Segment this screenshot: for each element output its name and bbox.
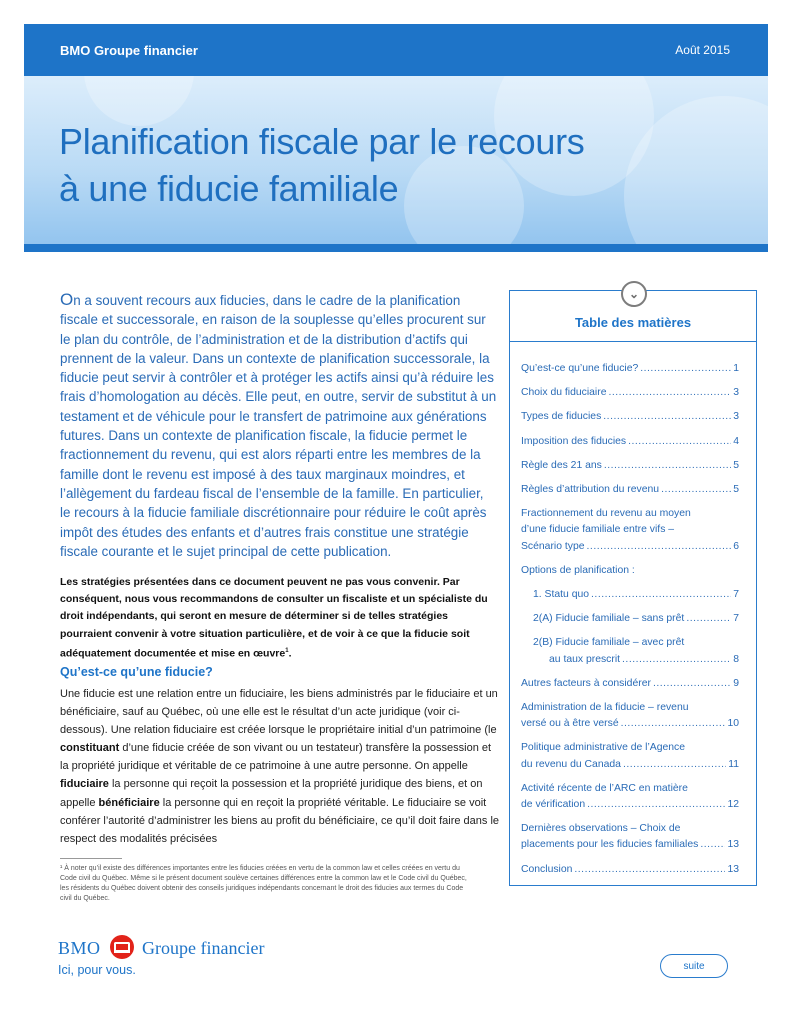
toc-leader-dots [591,587,731,603]
toc-item[interactable] [521,740,739,772]
toc-item-line [533,652,739,668]
toc-item-page: 4 [733,435,739,447]
toc-item-line [521,757,739,773]
toc-item-line [521,539,739,555]
toc-leader-dots [700,837,725,853]
toc-item-page: 13 [727,863,739,875]
intro-text: n a souvent recours aux fiducies, dans le cadre de la planification fiscale et successorale, en raison de la souplesse qu’elles procurent sur le plan du contrôle, de l’administration et de la distribution d’actifs qui prennent de la valeur. Dans un contexte de planification successorale, la fiducie peut servir à contrôler et à protéger les actifs ainsi qu’à réduire les frais d’homologation au décès. Elle peut, en outre, servir de substitut à un testament et de véhicule pour le transfert de patrimoine aux générations futures. Dans un contexte de planification fiscale, la fiducie permet le fractionnement du revenu, qui est alors réparti entre les membres de la famille dont le revenu est imposé à des taux marginaux moindres, et l’allègement du fardeau fiscal de l’ensemble de la famille. En particulier, le recours à la fiducie familiale discrétionnaire pour réduire le coût après impôt des études des enfants et d’autres frais constitue une stratégie fiscale courante et le sujet principal de cette publication. [60,293,497,559]
toc-item-page: 9 [733,677,739,689]
toc-leader-dots [587,539,732,555]
term-fiduciaire: fiduciaire [60,778,109,791]
toc-item-page: 5 [733,459,739,471]
toc-item-text: Administration de la fiducie – revenu [521,702,689,714]
toc-item[interactable] [521,635,739,667]
toc-item-line [533,587,739,603]
toc-item-page: 3 [733,387,739,399]
toc-item-label: Scénario type [521,540,585,552]
toc-item[interactable] [521,409,739,425]
page-title-line1: Planification fiscale par le recours [59,121,585,162]
toc-title: Table des matières [574,315,692,330]
chevron-down-icon: ⌄ [621,281,647,307]
toc-item-label: 2(A) Fiducie familiale – sans prêt [533,613,685,625]
toc-leader-dots [604,458,731,474]
toc-item-page: 7 [733,589,739,601]
toc-leader-dots [653,676,731,692]
toc-leader-dots [661,482,731,498]
toc-item-page: 7 [733,613,739,625]
toc-item-label: versé ou à être versé [521,718,619,730]
toc-item-label: Conclusion [521,863,573,875]
term-constituant: constituant [60,742,120,755]
page-title [59,118,584,212]
toc-item[interactable] [521,482,739,498]
toc-item-label: Règles d’attribution du revenu [521,484,660,496]
toc-item-label: Qu’est-ce qu’une fiducie? [521,363,639,374]
hero-banner [24,76,768,252]
toc-list [521,361,739,886]
toc-leader-dots [587,797,725,813]
toc-item-line [521,458,739,474]
toc-item-page: 1 [733,363,739,374]
body-text-part: la personne qui en reçoit la propriété véritable. Le fiduciaire se voit conférer l’autorité d’administrer les biens au profit du bénéficiaire, ce qu’il doit faire dans le respect des modalités précisées [60,796,500,845]
toc-item-line [521,434,739,450]
toc-subheading: Options de planification : [521,564,635,576]
disclaimer-text: Les stratégies présentées dans ce document peuvent ne pas vous convenir. Par conséquent, nous vous recommandons de consulter un fiscaliste et un spécialiste du droit indépendants, qui seront en mesure de déterminer si de telles stratégies pourraient convenir à votre situation particulière, et de voir à ce que la fiducie soit adéquatement documentée et mise en œuvre [60,576,488,660]
toc-divider [510,341,756,342]
toc-item-page: 8 [733,653,739,665]
header-date: Août 2015 [675,43,730,57]
toc-item [521,563,739,579]
toc-item-label: Autres facteurs à considérer [521,677,651,689]
toc-item-text: Fractionnement du revenu au moyen [521,508,691,520]
next-page-button[interactable]: suite [660,954,728,978]
toc-item-text: Activité récente de l’ARC en matière [521,782,688,794]
toc-item-label: de vérification [521,799,586,811]
toc-item-line [521,862,739,878]
toc-leader-dots [640,361,731,377]
header-bar [24,24,768,76]
table-of-contents [509,287,757,886]
toc-leader-dots [623,757,726,773]
toc-item-line [521,676,739,692]
toc-item-label: 1. Statu quo [533,589,590,601]
body-text-part: la personne qui reçoit la possession et la propriété juridique des biens, et on appelle [60,778,483,809]
toc-item-page: 3 [733,411,739,423]
toc-item-line [521,361,739,377]
toc-item-text: 2(B) Fiducie familiale – avec prêt [533,637,685,649]
body-text-part: d’une fiducie créée de son vivant ou un testateur) transfère la possession et la propriété juridique et véritable de ce patrimoine à une autre personne. On appelle [60,742,492,773]
toc-leader-dots [622,652,731,668]
toc-item[interactable] [521,781,739,813]
toc-item-label: placements pour les fiducies familiales [521,839,699,851]
toc-item-page: 13 [727,839,739,851]
footnote-divider [60,858,122,859]
toc-item-line [533,611,739,627]
toc-item[interactable] [521,821,739,853]
toc-item-page: 10 [727,718,739,730]
toc-item-line [521,797,739,813]
page-title-line2: à une fiducie familiale [59,168,399,209]
section-heading: Qu’est-ce qu’une fiducie? [60,665,213,679]
logo-groupe: Groupe financier [142,938,265,958]
footnote-ref: 1 [285,647,289,654]
toc-item[interactable] [521,862,739,878]
disclaimer-paragraph [60,574,500,663]
toc-item-line [521,482,739,498]
footnote: ¹ À noter qu’il existe des différences importantes entre les fiducies créées en vertu de la common law et celles créées en vertu du Code civil du Québec. Même si le présent document soulève certaines différences entre la common law et le Code civil du Québec, les résidents du Québec doivent obtenir des conseils juridiques indépendants concernant le droit des fiducies aux termes du Code civil du Québec. [60,865,467,902]
toc-item-page: 6 [733,540,739,552]
toc-item-line [521,409,739,425]
toc-item[interactable] [521,385,739,401]
toc-item[interactable] [521,676,739,692]
toc-item-label: au taux prescrit [549,653,621,665]
toc-item[interactable] [521,700,739,732]
toc-item-page: 5 [733,484,739,496]
toc-item[interactable] [521,458,739,474]
term-beneficiaire: bénéficiaire [98,796,160,809]
toc-item-text: Dernières observations – Choix de [521,823,681,835]
intro-dropcap: O [60,290,74,309]
toc-item-line [521,716,739,732]
toc-item-label: Choix du fiduciaire [521,387,607,399]
toc-item[interactable] [521,506,739,555]
toc-item-text: Politique administrative de l’Agence [521,742,686,754]
toc-item-label: du revenu du Canada [521,758,621,770]
toc-item-page: 12 [727,799,739,811]
toc-item[interactable] [521,434,739,450]
toc-item[interactable] [521,361,739,377]
toc-item-label: Imposition des fiducies [521,435,627,447]
toc-leader-dots [608,385,731,401]
toc-leader-dots [603,409,731,425]
toc-item[interactable] [521,611,739,627]
header-brand: BMO Groupe financier [60,43,198,58]
toc-item[interactable] [521,587,739,603]
hero-bottom-rule [24,244,768,252]
toc-leader-dots [628,434,731,450]
toc-item-line [521,837,739,853]
body-text-part: Une fiducie est une relation entre un fiduciaire, les biens administrés par le fiduciaire et un bénéficiaire, sauf au Québec, où une elle est le résultat d’un acte juridique (voir ci-dessous). Une relation fiduciaire est créée lorsque le propriétaire initial d’un patrimoine (le [60,688,498,737]
disclaimer-end: . [288,647,292,660]
toc-leader-dots [574,862,725,878]
toc-leader-dots [621,716,726,732]
toc-item-text: d’une fiducie familiale entre vifs – [521,524,675,536]
logo-bmo: BMO [58,938,101,958]
section-body [60,685,500,848]
toc-item-line [521,385,739,401]
toc-item-label: Types de fiducies [521,411,602,423]
logo-tagline: Ici, pour vous. [58,963,136,977]
bmo-roundel-icon [110,935,134,959]
intro-paragraph [60,290,497,561]
toc-item-page: 11 [728,758,739,770]
toc-leader-dots [686,611,731,627]
toc-item-label: Règle des 21 ans [521,459,602,471]
